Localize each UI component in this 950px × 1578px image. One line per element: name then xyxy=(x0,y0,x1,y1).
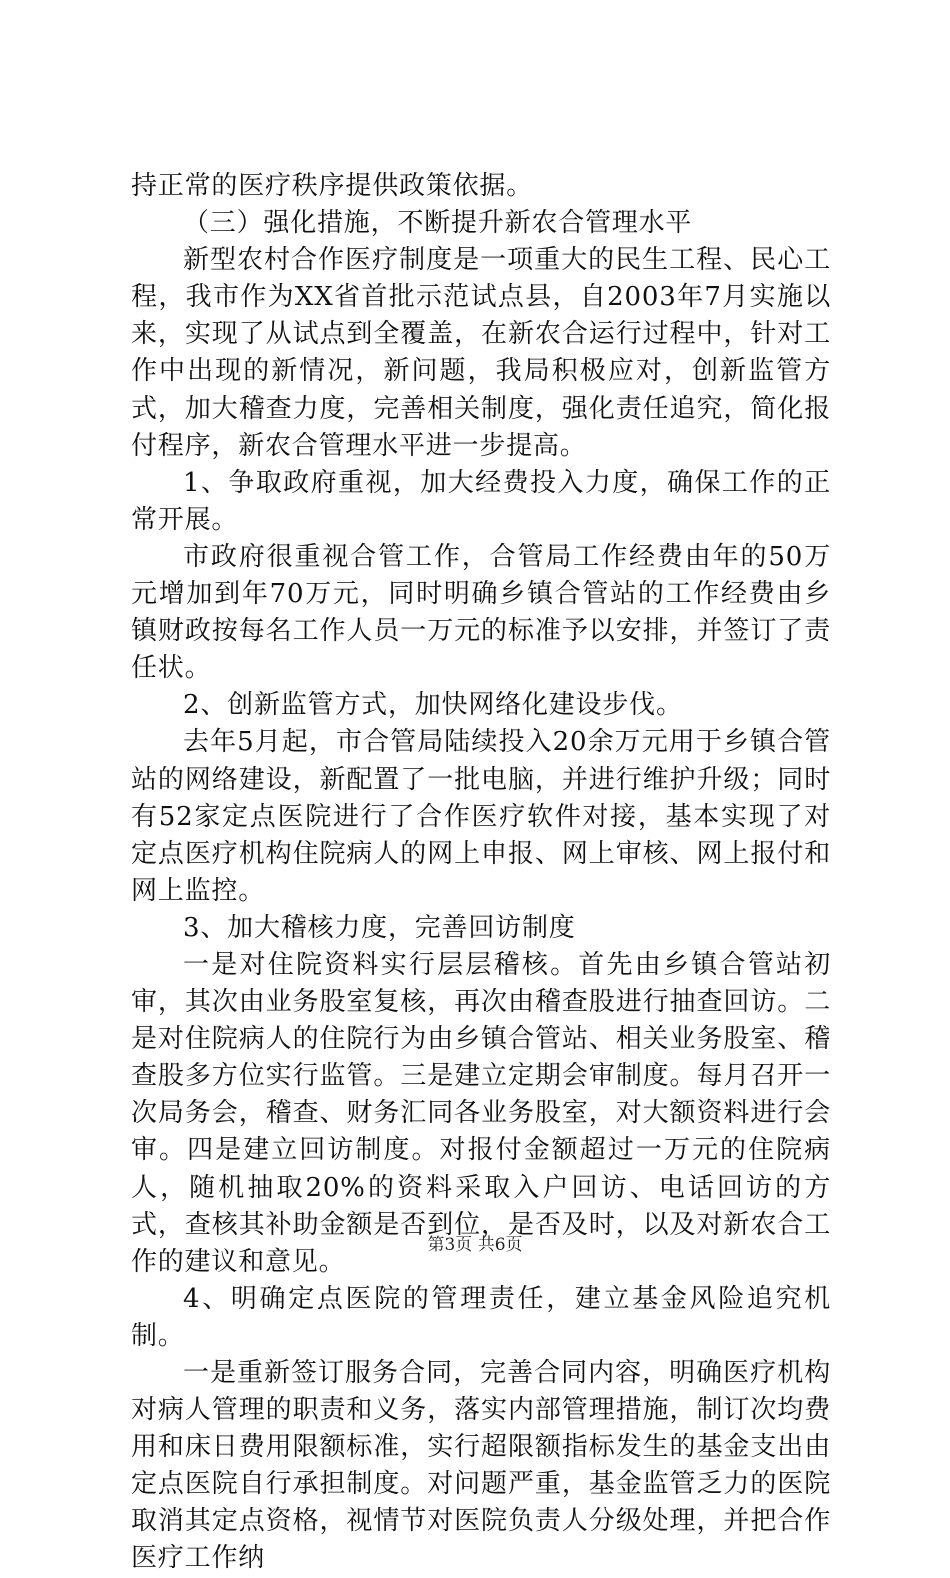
section-heading: （三）强化措施，不断提升新农合管理水平 xyxy=(183,208,693,239)
paragraph-item-3: 一是对住院资料实行层层稽核。首先由乡镇合管站初审，其次由业务股室复核，再次由稽查股进行抽查回访。二是对住院病人的住院行为由乡镇合管站、相关业务股室、稽查股多方位实行监管。三是建立定期会审制度。每月召开一次局务会，稽查、财务汇同各业务股室，对大额资料进行会审。四是建立回访制度。对报付金额超过一万元的住院病人，随机抽取20%的资料采取入户回访、电话回访的方式，查核其补助金额是否到位，是否及时，以及对新农合工作的建议和意见。 xyxy=(131,949,831,1277)
paragraph-item-4: 一是重新签订服务合同，完善合同内容，明确医疗机构对病人管理的职责和义务，落实内部管理措施，制订次均费用和床日费用限额标准，实行超限额指标发生的基金支出由定点医院自行承担制度。对问题严重，基金监管乏力的医院取消其定点资格，视情节对医院负责人分级处理，并把合作医疗工作纳 xyxy=(131,1358,831,1574)
paragraph-item-1: 市政府很重视合管工作，合管局工作经费由年的50万元增加到年70万元，同时明确乡镇合管站的工作经费由乡镇财政按每名工作人员一万元的标准予以安排，并签订了责任状。 xyxy=(131,541,831,684)
item-heading-3: 3、加大稽核力度，完善回访制度 xyxy=(183,912,576,943)
page-footer: 第3页 共6页 xyxy=(427,1235,523,1255)
item-heading-2: 2、创新监管方式，加快网络化建设步伐。 xyxy=(183,690,683,721)
item-heading-1: 1、争取政府重视，加大经费投入力度，确保工作的正常开展。 xyxy=(131,467,831,535)
paragraph-intro: 新型农村合作医疗制度是一项重大的民生工程、民心工程，我市作为XX省首批示范试点县，自2003年7月实施以来，实现了从试点到全覆盖，在新农合运行过程中，针对工作中出现的新情况，新问题，我局积极应对，创新监管方式，加大稽查力度，完善相关制度，强化责任追究，简化报付程序，新农合管理水平进一步提高。 xyxy=(131,245,831,461)
item-heading-4: 4、明确定点医院的管理责任，建立基金风险追究机制。 xyxy=(131,1283,831,1351)
document-body xyxy=(131,168,831,1578)
paragraph-1: 持正常的医疗秩序提供政策依据。 xyxy=(131,171,534,201)
paragraph-item-2: 去年5月起，市合管局陆续投入20余万元用于乡镇合管站的网络建设，新配置了一批电脑，并进行维护升级；同时有52家定点医院进行了合作医疗软件对接，基本实现了对定点医疗机构住院病人的网上申报、网上审核、网上报付和网上监控。 xyxy=(131,727,831,906)
